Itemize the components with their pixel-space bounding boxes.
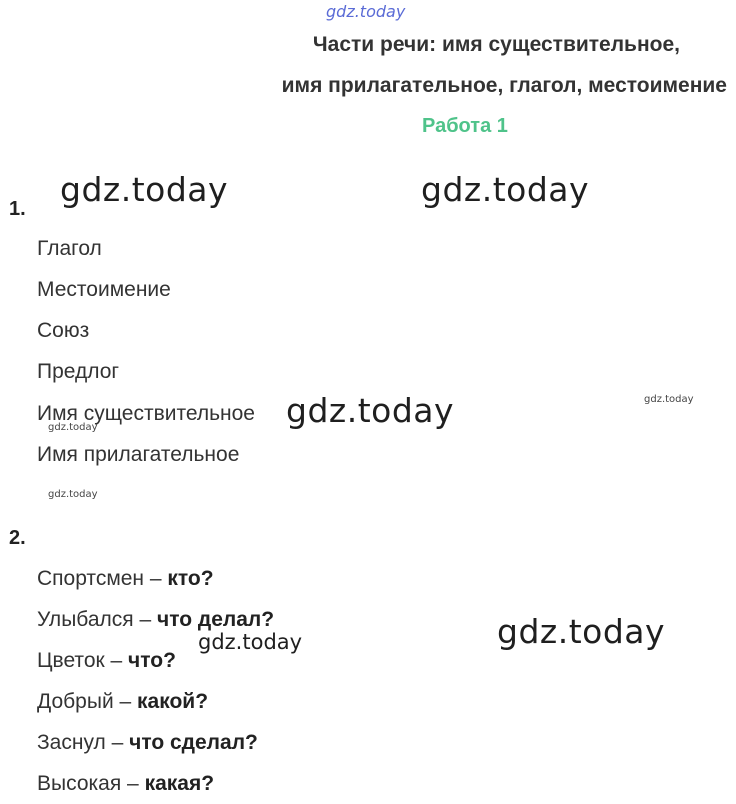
list-item: [37, 772, 214, 796]
page-title-line2: имя прилагательное, глагол, местоимение: [281, 74, 727, 97]
list-item: Имя прилагательное: [37, 443, 240, 466]
task-number: 1.: [9, 198, 26, 220]
question: что делал?: [157, 608, 275, 631]
list-item: Союз: [37, 319, 90, 342]
page-title-line1: Части речи: имя существительное,: [312, 33, 680, 56]
list-item: Предлог: [37, 360, 120, 383]
word: Добрый: [37, 690, 114, 713]
watermark: gdz.today: [48, 489, 98, 500]
dash: –: [144, 567, 168, 590]
question: что?: [128, 649, 176, 672]
question: кто?: [167, 567, 214, 590]
list-item: [37, 690, 208, 714]
watermark-top: gdz.today: [326, 2, 406, 21]
watermark: gdz.today: [421, 170, 590, 209]
list-item: [37, 608, 274, 632]
watermark: gdz.today: [644, 394, 694, 405]
list-item: Глагол: [37, 237, 102, 260]
word: Улыбался: [37, 608, 134, 631]
list-item: [37, 649, 176, 673]
dash: –: [104, 649, 129, 672]
task-number: 2.: [9, 527, 26, 549]
word: Спортсмен: [37, 567, 145, 590]
question: что сделал?: [129, 731, 258, 754]
watermark: gdz.today: [48, 422, 98, 433]
watermark: gdz.today: [497, 612, 666, 651]
word: Заснул: [37, 731, 106, 754]
list-item: [37, 731, 258, 755]
dash: –: [113, 690, 138, 713]
list-item: [37, 567, 214, 591]
watermark: gdz.today: [60, 170, 229, 209]
question: какой?: [137, 690, 209, 713]
watermark: gdz.today: [286, 391, 455, 430]
dash: –: [121, 772, 145, 795]
dash: –: [133, 608, 157, 631]
question: какая?: [144, 772, 215, 795]
word: Цветок: [37, 649, 105, 672]
dash: –: [105, 731, 130, 754]
list-item: Местоимение: [37, 278, 171, 301]
page-subtitle: Работа 1: [422, 115, 508, 137]
word: Высокая: [37, 772, 122, 795]
list-item: Имя существительное: [37, 402, 255, 425]
watermark: gdz.today: [198, 630, 303, 654]
